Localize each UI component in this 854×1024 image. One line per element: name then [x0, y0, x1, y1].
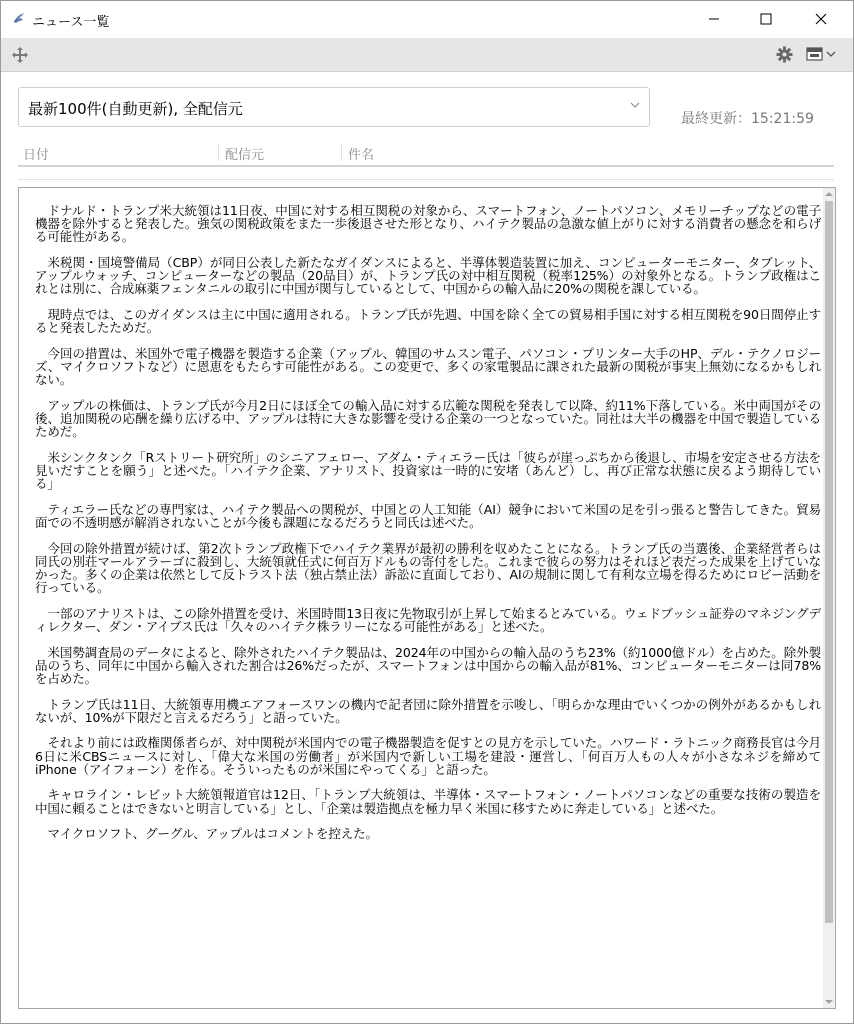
column-header-subject[interactable]: 件名	[348, 148, 375, 163]
toolbar	[1, 38, 853, 72]
maximize-button[interactable]	[743, 1, 789, 37]
article-paragraph: 米税関・国境警備局（CBP）が同日公表した新たなガイダンスによると、半導体製造装置に加え、コンピューターモニター、タブレット、アップルウォッチ、コンピューターなどの製品（20品目）が、トランプ氏の対中相互関税（税率125%）の対象外となる。トランプ政権はこれとは別に、合成麻薬フェンタニルの取引に中国が関与しているとして、中国からの輸入品に20%の関税を課している。	[35, 255, 821, 297]
feed-filter-value: 最新100件(自動更新), 全配信元	[28, 100, 243, 118]
article-panel[interactable]	[18, 187, 836, 1009]
article-paragraph: 一部のアナリストは、この除外措置を受け、米国時間13日夜に先物取引が上昇して始まるとみている。ウェドブッシュ証券のマネジングディレクター、ダン・アイブス氏は「久々のハイテク株ラリーになる可能性がある」と述べた。	[35, 605, 821, 634]
last-updated	[681, 108, 814, 128]
window-title: ニュース一覧	[32, 15, 110, 30]
article-paragraph: アップルの株価は、トランプ氏が今月2日にほぼ全ての輸入品に対する広範な関税を発表して以降、約11%下落している。米中両国がその後、追加関税の応酬を繰り広げる中、アップルは特に大きな影響を受ける企業の一つとなっていた。同社は大半の機器を中国で製造しているためだ。	[35, 397, 821, 440]
scroll-down-icon[interactable]	[824, 997, 834, 1007]
scroll-up-icon[interactable]	[824, 189, 834, 199]
window-view-icon[interactable]	[806, 46, 840, 63]
article-paragraph: マイクロソフト、グーグル、アップルはコメントを控えた。	[47, 826, 378, 842]
article-paragraph: 米国勢調査局のデータによると、除外されたハイテク製品は、2024年の中国からの輸入品のうち23%（約1000億ドル）を占めた。除外製品のうち、同年に中国から輸入された割合は26%だったが、スマートフォンは中国からの輸入品が81%、コンピューターモニターは同78%を占めた。	[35, 644, 821, 686]
gear-icon[interactable]	[776, 46, 793, 63]
article-paragraph: 今回の措置は、米国外で電子機器を製造する企業（アップル、韓国のサムスン電子、パソコン・プリンター大手のHP、デル・テクノロジーズ、マイクロソフトなど）に恩恵をもたらす可能性がある。この変更で、多くの家電製品に課された最新の関税が事実上無効になるかもしれない。	[35, 345, 822, 388]
minimize-icon	[708, 13, 720, 25]
minimize-button[interactable]	[691, 1, 737, 37]
list-area-divider	[18, 179, 834, 180]
header-divider	[18, 165, 834, 167]
column-separator[interactable]	[218, 143, 219, 161]
column-separator[interactable]	[341, 143, 342, 161]
article-paragraph: ティエラー氏などの専門家は、ハイテク製品への関税が、中国との人工知能（AI）競争において米国の足を引っ張ると警告してきた。貿易面での不透明感が解消されないことが今後も課題になるだろうと同氏は述べた。	[35, 501, 821, 530]
article-paragraph: トランプ氏は11日、大統領専用機エアフォースワンの機内で記者団に除外措置を示唆し、「明らかな理由でいくつかの例外があるかもしれないが、10%が下限だと言えるだろう」と語っていた。	[35, 696, 821, 725]
article-body	[35, 204, 821, 853]
maximize-icon	[760, 13, 772, 25]
article-paragraph: 現時点では、このガイダンスは主に中国に適用される。トランプ氏が先週、中国を除く全ての貿易相手国に対する相互関税を90日間停止すると発表したためだ。	[35, 307, 821, 336]
article-paragraph: ドナルド・トランプ米大統領は11日夜、中国に対する相互関税の対象から、スマートフォン、ノートパソコン、メモリーチップなどの電子機器を除外すると発表した。強気の関税政策をまた一歩後退させた形となり、ハイテク製品の急激な値上がりに対する消費者の懸念を和らげる可能性がある。	[35, 203, 821, 245]
column-header-source[interactable]: 配信元	[225, 148, 265, 163]
feed-filter-select[interactable]	[18, 87, 650, 127]
title-bar	[1, 1, 853, 37]
last-updated-label: 最終更新：	[681, 111, 751, 127]
article-paragraph: キャロライン・レビット大統領報道官は12日、「トランプ大統領は、半導体・スマートフォン・ノートパソコンなどの重要な技術の製造を中国に頼ることはできないと明言している」とし、「企業は製造拠点を極力早く米国に移すために奔走している」と述べた。	[35, 787, 821, 816]
close-button[interactable]	[798, 1, 844, 37]
article-paragraph: 米シンクタンク「Rストリート研究所」のシニアフェロー、アダム・ティエラー氏は「彼らが崖っぷちから後退し、市場を安定させる方法を見いだすことを願う」と述べた。「ハイテク企業、アナリスト、投資家は一時的に安堵（あんど）し、再び正常な状態に戻るよう期待している」	[35, 449, 821, 492]
last-updated-time: 15:21:59	[751, 111, 814, 127]
article-paragraph: それより前には政権関係者らが、対中関税が米国内での電子機器製造を促すとの見方を示していた。ハワード・ラトニック商務長官は今月6日に米CBSニュースに対し、「偉大な米国の労働者」が米国内で新しい工場を建設・運営し、「何百万人もの人々が小さなネジを締めてiPhone（アイフォーン）を作る。そういったものが米国にやってくる」と語った。	[35, 735, 821, 777]
close-icon	[815, 13, 827, 25]
move-icon[interactable]	[11, 46, 29, 64]
vertical-scrollbar[interactable]	[823, 188, 835, 1008]
scrollbar-thumb[interactable]	[825, 201, 833, 923]
app-icon	[12, 11, 26, 25]
chevron-down-icon	[630, 100, 640, 110]
column-header-date[interactable]: 日付	[23, 148, 50, 163]
article-paragraph: 今回の除外措置が続けば、第2次トランプ政権下でハイテク業界が最初の勝利を収めたことになる。トランプ氏の当選後、企業経営者らは同氏の別荘マールアラーゴに殺到し、大統領就任式に何百万ドルもの寄付をした。これまで彼らの努力はそれほど表だった成果を上げていなかった。多くの企業は依然として反トラスト法（独占禁止法）訴訟に直面しており、AIの規制に関して有利な立場を得るためにロビー活動を行っている。	[35, 540, 821, 596]
